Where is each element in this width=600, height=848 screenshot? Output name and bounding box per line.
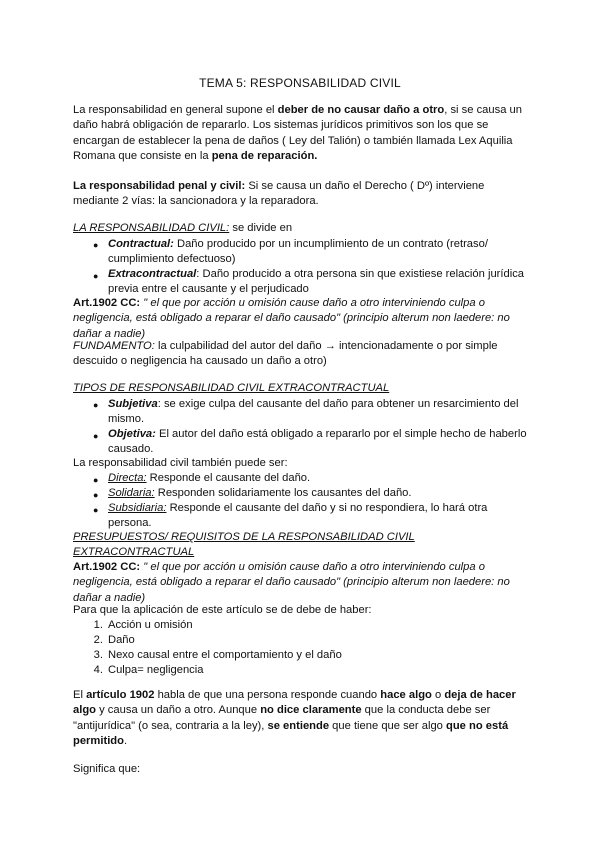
intro-bold-2: pena de reparación. (211, 149, 318, 162)
civil-item-text: : Daño producido a otra persona sin que existiese relación jurídica previa entre el causante y el perjudicado (108, 268, 525, 296)
puede-item-label: Solidaria: (108, 487, 155, 499)
article-1902-quote-repeat (73, 560, 533, 606)
list-item (108, 471, 528, 486)
intro-paragraph (73, 103, 533, 164)
tipos-item-label: Objetiva: (108, 428, 156, 440)
presupuestos-heading-line-1: PRESUPUESTOS/ REQUISITOS DE LA RESPONSABILIDAD CIVIL (73, 531, 415, 543)
presupuestos-heading (73, 530, 533, 545)
penal-text: Si se causa un daño el Derecho ( Dº) interviene mediante 2 vías: la sancionadora y la reparadora. (73, 180, 485, 208)
list-number: 4. (93, 664, 103, 676)
fundamento-text: la culpabilidad del autor del daño → intencionadamente o por simple descuido o negligencia ha causado un daño a otro) (73, 340, 498, 368)
page-title: TEMA 5: RESPONSABILIDAD CIVIL (199, 76, 401, 90)
fundamento-label: FUNDAMENTO: (73, 340, 155, 352)
list-item: Culpa= negligencia (108, 664, 204, 676)
fundamento-paragraph (73, 339, 533, 370)
article-quote: " el que por acción u omisión cause daño a otro interviniendo culpa o negligencia, está obligado a reparar el daño causado" (principio alterum non laedere: no dañar a nadie) (73, 561, 510, 604)
bullet-icon: ● (93, 475, 99, 485)
penal-paragraph (73, 179, 533, 210)
civil-item-text: Daño producido por un incumplimiento de un contrato (retraso/ cumplimiento defectuoso) (108, 238, 488, 266)
bullet-icon: ● (93, 431, 99, 441)
puede-item-label: Subsidiaria: (108, 502, 167, 514)
list-item: Daño (108, 634, 135, 646)
puede-item-label: Directa: (108, 472, 147, 484)
aplicacion-intro: Para que la aplicación de este artículo se de debe de haber: (73, 604, 372, 616)
article-1902-quote (73, 296, 533, 342)
bullet-icon: ● (93, 400, 99, 410)
article-label: Art.1902 CC: (73, 297, 141, 309)
list-item (108, 237, 528, 268)
tipos-item-text: El autor del daño está obligado a repararlo por el simple hecho de haberlo causado. (108, 428, 527, 456)
article-quote: " el que por acción u omisión cause daño a otro interviniendo culpa o negligencia, está obligado a reparar el daño causado" (principio alterum non laedere: no dañar a nadie) (73, 297, 510, 340)
penal-label: La responsabilidad penal y civil: (73, 180, 246, 192)
civil-item-label: Extracontractual (108, 268, 197, 280)
bullet-icon: ● (93, 240, 99, 250)
intro-text-2: , si se causa un daño habrá obligación de repararlo. Los sistemas jurídicos primitivos son los que se encargan de establecer la pena de daños ( Ley del Talión) o también llamada Lex Aquilia Romana que consiste en la (73, 104, 522, 162)
intro-bold-1: deber de no causar daño a otro (277, 104, 445, 116)
puede-intro: La responsabilidad civil también puede ser: (73, 457, 288, 469)
intro-text-1: La responsabilidad en general supone el (73, 104, 278, 116)
tipos-heading-label: TIPOS DE RESPONSABILIDAD CIVIL EXTRACONTRACTUAL (73, 382, 390, 394)
civil-heading-label: LA RESPONSABILIDAD CIVIL: (73, 222, 230, 234)
list-item (108, 397, 528, 428)
final-paragraph: El artículo 1902 habla de que una persona responde cuando hace algo o deja de hacer algo y causa un daño a otro. Aunque no dice claramente que la conducta debe ser "antijurídica" (o sea, contraria a la ley), se entiende que tiene que ser algo que no está permitido. (73, 689, 516, 747)
list-item (108, 501, 528, 532)
bullet-icon: ● (93, 505, 99, 515)
presupuestos-heading-2 (73, 545, 533, 560)
list-item (108, 267, 528, 298)
civil-heading-rest: se divide en (229, 222, 293, 234)
tipos-heading (73, 381, 533, 396)
significa-line: Significa que: (73, 763, 141, 775)
puede-item-text: Responde el causante del daño. (146, 472, 311, 484)
tipos-item-text: : se exige culpa del causante del daño para obtener un resarcimiento del mismo. (108, 398, 519, 426)
civil-heading (73, 221, 533, 236)
list-number: 3. (93, 649, 103, 661)
list-item (108, 486, 528, 501)
puede-item-text: Responde el causante del daño y si no respondiera, lo hará otra persona. (108, 502, 488, 530)
article-label: Art.1902 CC: (73, 561, 141, 573)
list-number: 1. (93, 619, 103, 631)
puede-item-text: Responden solidariamente los causantes del daño. (154, 487, 412, 499)
list-item (108, 427, 528, 458)
list-item: Acción u omisión (108, 619, 193, 631)
bullet-icon: ● (93, 490, 99, 500)
list-number: 2. (93, 634, 103, 646)
civil-item-label: Contractual: (108, 238, 174, 250)
bullet-icon: ● (93, 271, 99, 281)
tipos-item-label: Subjetiva (108, 398, 158, 410)
list-item: Nexo causal entre el comportamiento y el daño (108, 649, 342, 661)
presupuestos-heading-line-2: EXTRACONTRACTUAL (73, 546, 195, 558)
